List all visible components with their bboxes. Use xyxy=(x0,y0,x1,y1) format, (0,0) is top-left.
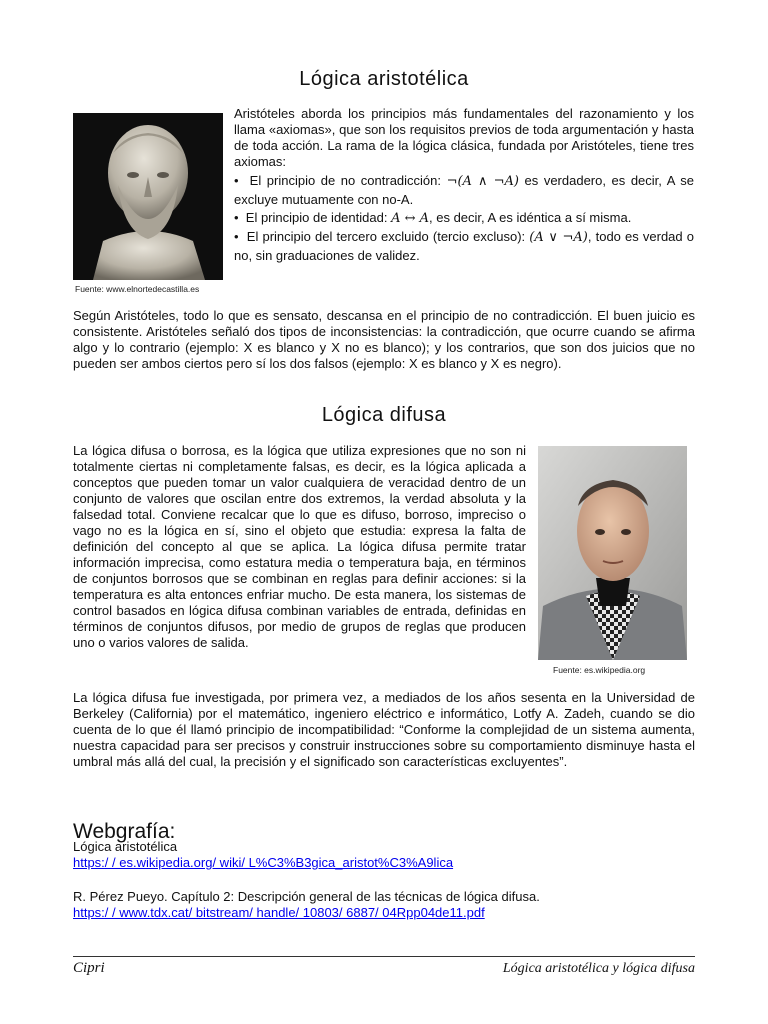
aristotle-photo-caption: Fuente: www.elnortedecastilla.es xyxy=(75,284,200,294)
footer-author: Cipri xyxy=(73,960,105,976)
footer-rule xyxy=(73,956,695,957)
section-title-aristotelica: Lógica aristotélica xyxy=(299,68,469,90)
axiom-tercero-excluido: • El principio del tercero excluido (tercio excluso): (A ∨ ¬A), todo es verdad o no, sin graduaciones de validez. xyxy=(234,229,694,263)
footer-doc-title: Lógica aristotélica y lógica difusa xyxy=(502,961,695,976)
zadeh-photo-caption: Fuente: es.wikipedia.org xyxy=(553,665,646,675)
axiom-identidad: • El principio de identidad: A ↔ A, es decir, A es idéntica a sí misma. xyxy=(234,210,632,226)
difusa-paragraph-1: La lógica difusa o borrosa, es la lógica que utiliza expresiones que no son ni totalmente ciertas ni completamente falsas, es decir, es la lógica aplicada a conceptos que pueden tomar un valor cualquiera de veracidad dentro de un conjunto de valores que oscilan entre dos extremos, la verdad absoluta y la falsedad total. Conviene recalcar que lo que es difuso, borroso, impreciso o vago no es la lógica en sí, sino el objeto que estudia: expresa la falta de definición del concepto al que se aplica. La lógica difusa permite tratar información imprecisa, como estatura media o temperatura baja, en términos de conjuntos borrosos que se combinan en reglas para definir acciones: si la temperatura es alta entonces enfriar mucho. De esta manera, los sistemas de control basados en lógica difusa combinan variables de entrada, definidas en términos de conjuntos difusos, por medio de grupos de reglas que producen uno o varios valores de salida. xyxy=(73,443,526,650)
ref1-label: Lógica aristotélica xyxy=(73,839,178,854)
zadeh-photo xyxy=(538,446,687,660)
axiom-no-contradiccion: • El principio de no contradicción: ¬(A ∧ ¬A) es verdadero, es decir, A se excluye mutuamente con no-A. xyxy=(234,173,694,207)
difusa-paragraph-2: La lógica difusa fue investigada, por primera vez, a mediados de los años sesenta en la Universidad de Berkeley (California) por el matemático, ingeniero eléctrico e informático, Lotfy A. Zadeh, cuando se dio cuenta de lo que él llamó principio de incompatibilidad: “Conforme la complejidad de un sistema aumenta, nuestra capacidad para ser precisos y construir instrucciones sobre su comportamiento disminuye hasta el umbral más allá del cual, la precisión y el significado son características excluyentes”. xyxy=(73,690,695,769)
webgrafia-title: Webgrafía: xyxy=(73,820,176,843)
ref2-link[interactable]: https:/ / www.tdx.cat/ bitstream/ handle/ 10803/ 6887/ 04Rpp04de11.pdf xyxy=(73,905,485,920)
axiom-list xyxy=(234,172,694,265)
ref1-link[interactable]: https:/ / es.wikipedia.org/ wiki/ L%C3%B3gica_aristot%C3%A9lica xyxy=(73,855,454,870)
aristotelica-paragraph: Según Aristóteles, todo lo que es sensato, descansa en el principio de no contradicción. El buen juicio es consistente. Aristóteles señaló dos tipos de inconsistencias: la contradicción, que ocurre cuando se afirma algo y lo contrario (ejemplo: X es blanco y X no es blanco); y los contrarios, que son dos juicios que no pueden ser ambos ciertos pero sí los dos falsos (ejemplo: X es blanco y X es negro). xyxy=(73,308,695,371)
ref2-label: R. Pérez Pueyo. Capítulo 2: Descripción general de las técnicas de lógica difusa. xyxy=(73,889,540,904)
section-title-difusa: Lógica difusa xyxy=(321,404,447,426)
aristotle-photo xyxy=(73,113,223,280)
aristotelica-intro xyxy=(234,106,694,170)
aristotelica-intro-text: Aristóteles aborda los principios más fundamentales del razonamiento y los llama «axiomas», que son los requisitos previos de toda argumentación y hasta de toda acción. La rama de la lógica clásica, fundada por Aristóteles, tiene tres axiomas: xyxy=(234,106,694,169)
